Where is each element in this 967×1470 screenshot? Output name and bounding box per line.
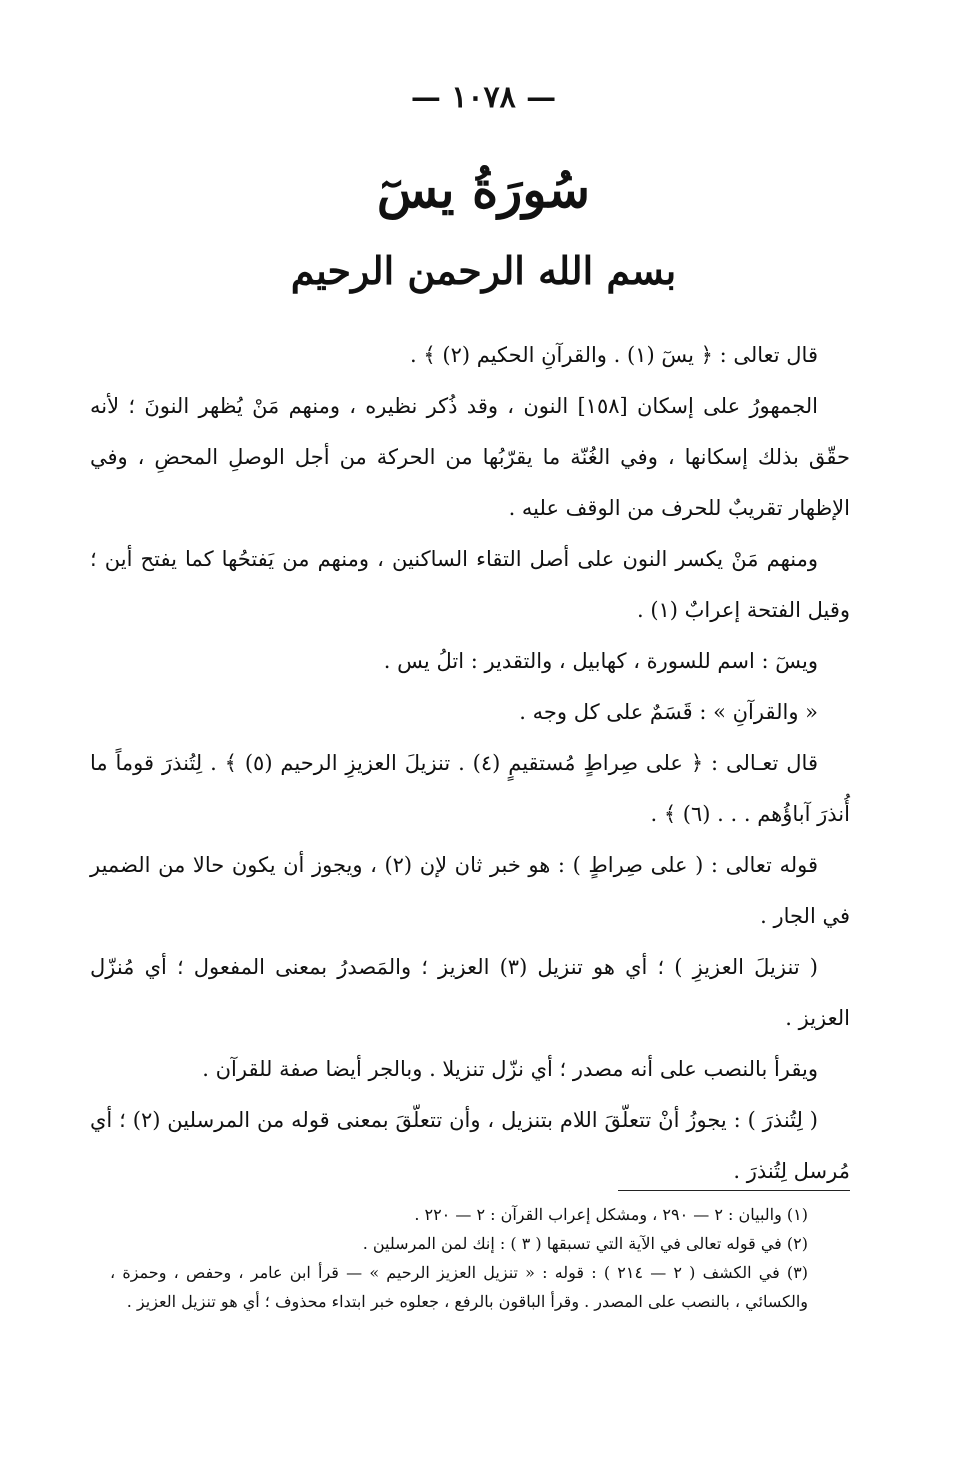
commentary-paragraph: ( تنزيلَ العزيزِ ) ؛ أي هو تنزيل (٣) العزيز ؛ والمَصدرُ بمعنى المفعول ؛ أي مُنزّل العزيز .: [90, 955, 850, 1030]
commentary-paragraph: ويقرأ بالنصب على أنه مصدر ؛ أي نزّل تنزيلا . وبالجر أيضا صفة للقرآن .: [202, 1057, 818, 1081]
footnote: (٢) في قوله تعالى في الآية التي تسبقها ( ٣ ) : إنك لمن المرسلين .: [362, 1234, 808, 1253]
footnote-divider: [618, 1190, 850, 1191]
page-number: — ١٠٧٨ —: [410, 80, 557, 115]
basmala: بسم الله الرحمن الرحيم: [290, 248, 677, 293]
footnotes: [110, 1200, 850, 1316]
commentary-paragraph: ومنهم مَنْ يكسر النون على أصل التقاء الساكنين ، ومنهم من يَفتحُها كما يفتح أين ؛ وقيل الفتحة إعرابٌ (١) .: [90, 547, 850, 622]
commentary-paragraph: « والقرآنِ » : قَسَمٌ على كل وجه .: [519, 700, 818, 724]
verse-paragraph: قال تعالى : ﴿ يسٓ (١) . والقرآنِ الحكيم (٢) ﴾ .: [410, 343, 818, 367]
commentary-paragraph: الجمهورُ على إسكان [١٥٨] النون ، وقد ذُكر نظيره ، ومنهم مَنْ يُظهر النونَ ؛ لأنه حقّق بذلك إسكانها ، وفي الغُنّة ما يقرّبُها من الحركة من أجل الوصلِ المحضِ ، وفي الإظهار تقريبٌ للحرف من الوقف عليه .: [90, 394, 850, 520]
commentary-paragraph: ويسٓ : اسم للسورة ، كهابيل ، والتقدير : اتلُ يس .: [383, 649, 818, 673]
verse-paragraph: قال تعـالى : ﴿ على صِراطٍ مُستقيمٍ (٤) . تنزيلَ العزيزِ الرحيم (٥) ﴾ . لِتُنذرَ قوماً ما أُنذرَ آباؤُهم . . . (٦) ﴾ .: [90, 751, 850, 826]
footnote: (٣) في الكشف ( ٢ — ٢١٤ ) : قوله : « تنزيل العزيز الرحيم » — قرأ ابن عامر ، وحفص ، وحمزة ، والكسائي ، بالنصب على المصدر . وقرأ الباقون بالرفع ، جعلوه خبر ابتداء محذوف ؛ أي هو تنزيل العزيز .: [110, 1263, 809, 1311]
commentary-paragraph: ( لِتُنذرَ ) : يجوزُ أنْ تتعلّقَ اللام بتنزيل ، وأن تتعلّقَ بمعنى قوله من المرسلين (٢) ؛ أي مُرسل لِتُنذرَ .: [90, 1108, 850, 1183]
commentary-paragraph: قوله تعالى : ( على صِراطٍ ) : هو خبر ثان لإن (٢) ، ويجوز أن يكون حالا من الضمير في الجار .: [90, 853, 850, 928]
surah-title: سُورَةُ يسٓ: [376, 160, 591, 219]
footnote: (١) والبيان : ٢ — ٢٩٠ ، ومشكل إعراب القرآن : ٢ — ٢٢٠ .: [414, 1205, 808, 1224]
commentary-body: [90, 330, 850, 1197]
